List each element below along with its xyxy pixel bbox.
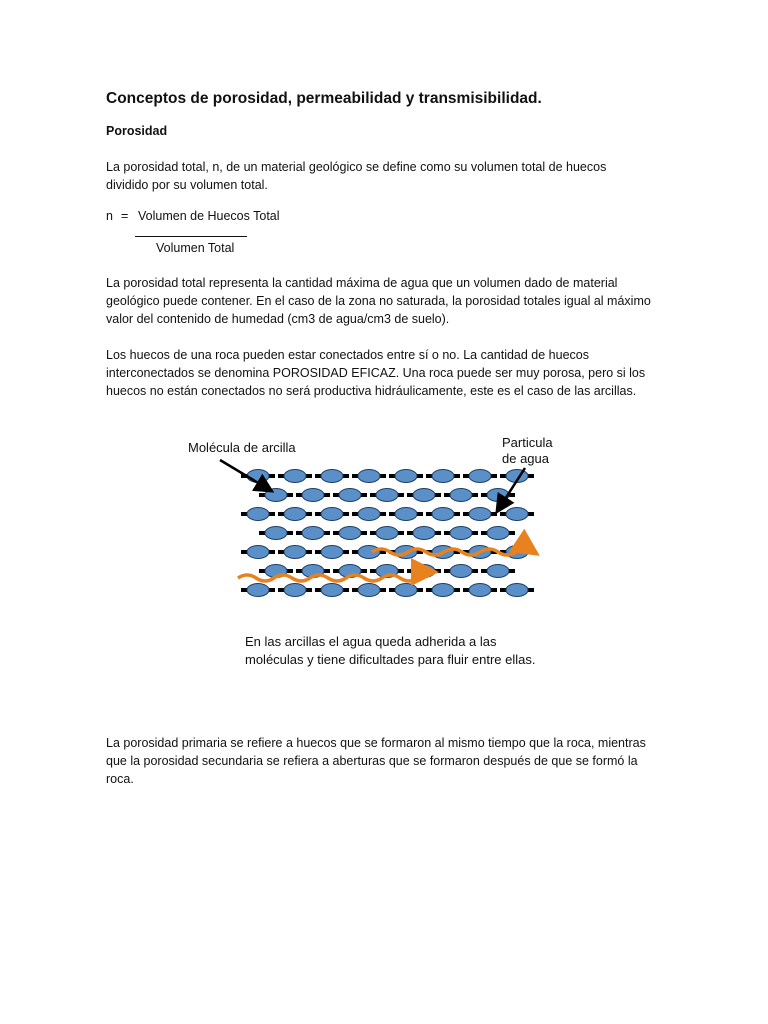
clay-molecule: [241, 546, 275, 559]
water-particle: [395, 584, 417, 597]
water-particle: [376, 489, 398, 502]
water-particle: [395, 508, 417, 521]
water-particle: [506, 584, 528, 597]
clay-molecule: [407, 489, 441, 502]
water-particle: [321, 546, 343, 559]
clay-molecule: [278, 508, 312, 521]
clay-molecule: [241, 584, 275, 597]
water-particle: [506, 508, 528, 521]
paragraph-line: La porosidad primaria se refiere a huecos que se formaron al mismo tiempo que la roca, mientras: [106, 736, 646, 750]
clay-molecule: [389, 584, 423, 597]
clay-molecule: [296, 489, 330, 502]
clay-molecule: [426, 584, 460, 597]
water-particle: [450, 489, 472, 502]
clay-molecule: [315, 584, 349, 597]
water-particle: [265, 489, 287, 502]
clay-molecule: [315, 508, 349, 521]
clay-molecule: [500, 508, 534, 521]
water-particle: [413, 489, 435, 502]
clay-molecule: [241, 508, 275, 521]
formula-denominator: Volumen Total: [156, 241, 235, 255]
water-particle: [469, 508, 491, 521]
clay-molecule: [315, 546, 349, 559]
water-particle: [321, 584, 343, 597]
water-particle: [358, 470, 380, 483]
paragraph-line: que la porosidad secundaria se refiera a aberturas que se formaron después de que se formó la: [106, 754, 638, 768]
fraction-bar: [135, 236, 247, 237]
clay-molecule-grid: [241, 470, 534, 597]
clay-molecule: [463, 508, 497, 521]
water-particle: [321, 508, 343, 521]
water-particle: [469, 584, 491, 597]
clay-molecule: [500, 584, 534, 597]
water-particle: [395, 470, 417, 483]
clay-molecule: [426, 470, 460, 483]
label-particle-line-2: de agua: [502, 451, 549, 466]
label-molecule: Molécula de arcilla: [188, 440, 296, 455]
water-particle: [284, 470, 306, 483]
paragraph-line: interconectados se denomina POROSIDAD EFICAZ. Una roca puede ser muy porosa, pero si los: [106, 366, 646, 380]
clay-molecule: [296, 527, 330, 540]
water-particle: [487, 565, 509, 578]
clay-molecule: [370, 489, 404, 502]
clay-porosity-figure: [180, 428, 560, 678]
water-particle: [247, 584, 269, 597]
clay-molecule: [352, 508, 386, 521]
clay-molecule: [407, 527, 441, 540]
clay-molecule: [389, 470, 423, 483]
clay-molecule: [278, 584, 312, 597]
clay-molecule: [333, 489, 367, 502]
water-particle: [284, 584, 306, 597]
clay-molecule: [389, 508, 423, 521]
clay-molecule: [352, 470, 386, 483]
water-particle: [358, 508, 380, 521]
water-particle: [302, 489, 324, 502]
section-heading-porosidad: Porosidad: [106, 124, 168, 138]
water-particle: [247, 546, 269, 559]
clay-molecule: [352, 584, 386, 597]
formula-numerator: Volumen de Huecos Total: [138, 209, 280, 223]
clay-molecule: [481, 565, 515, 578]
clay-molecule: [315, 470, 349, 483]
water-particle: [432, 584, 454, 597]
clay-molecule: [259, 527, 293, 540]
water-particle: [302, 527, 324, 540]
water-particle: [339, 489, 361, 502]
water-particle: [450, 565, 472, 578]
clay-molecule: [444, 527, 478, 540]
clay-molecule: [370, 527, 404, 540]
water-particle: [284, 508, 306, 521]
water-particle: [432, 470, 454, 483]
clay-molecule: [444, 565, 478, 578]
water-particle: [339, 527, 361, 540]
water-particle: [284, 546, 306, 559]
clay-molecule: [426, 508, 460, 521]
document-title: Conceptos de porosidad, permeabilidad y transmisibilidad.: [106, 90, 542, 107]
figure-caption-line-2: moléculas y tiene dificultades para fluir entre ellas.: [245, 652, 536, 667]
clay-molecule: [463, 470, 497, 483]
clay-molecule: [278, 470, 312, 483]
clay-diagram: [180, 428, 560, 678]
water-particle: [321, 470, 343, 483]
clay-molecule: [259, 489, 293, 502]
clay-molecule: [333, 527, 367, 540]
water-particle: [376, 527, 398, 540]
figure-caption-line-1: En las arcillas el agua queda adherida a las: [245, 634, 497, 649]
paragraph-line: roca.: [106, 772, 134, 786]
water-particle: [432, 508, 454, 521]
water-particle: [487, 527, 509, 540]
clay-molecule: [444, 489, 478, 502]
clay-molecule: [278, 546, 312, 559]
clay-molecule: [463, 584, 497, 597]
water-particle: [358, 584, 380, 597]
paragraph-line: valor del contenido de humedad (cm3 de agua/cm3 de suelo).: [106, 312, 450, 326]
water-particle: [265, 527, 287, 540]
paragraph-line: La porosidad total, n, de un material geológico se define como su volumen total de huecos: [106, 160, 607, 174]
water-particle: [413, 527, 435, 540]
formula-equals: =: [121, 209, 129, 223]
paragraph-line: geológico puede contener. En el caso de la zona no saturada, la porosidad totales igual al máximo: [106, 294, 651, 308]
paragraph-line: huecos no están conectados no será productiva hidráulicamente, este es el caso de las arcillas.: [106, 384, 637, 398]
water-particle: [247, 470, 269, 483]
paragraph-line: Los huecos de una roca pueden estar conectados entre sí o no. La cantidad de huecos: [106, 348, 589, 362]
water-particle: [247, 508, 269, 521]
label-particle-line-1: Particula: [502, 435, 553, 450]
water-particle: [450, 527, 472, 540]
paragraph-line: dividido por su volumen total.: [106, 178, 268, 192]
paragraph-line: La porosidad total representa la cantidad máxima de agua que un volumen dado de material: [106, 276, 618, 290]
water-particle: [358, 546, 380, 559]
formula-symbol: n: [106, 209, 113, 223]
clay-molecule: [481, 527, 515, 540]
water-particle: [469, 470, 491, 483]
